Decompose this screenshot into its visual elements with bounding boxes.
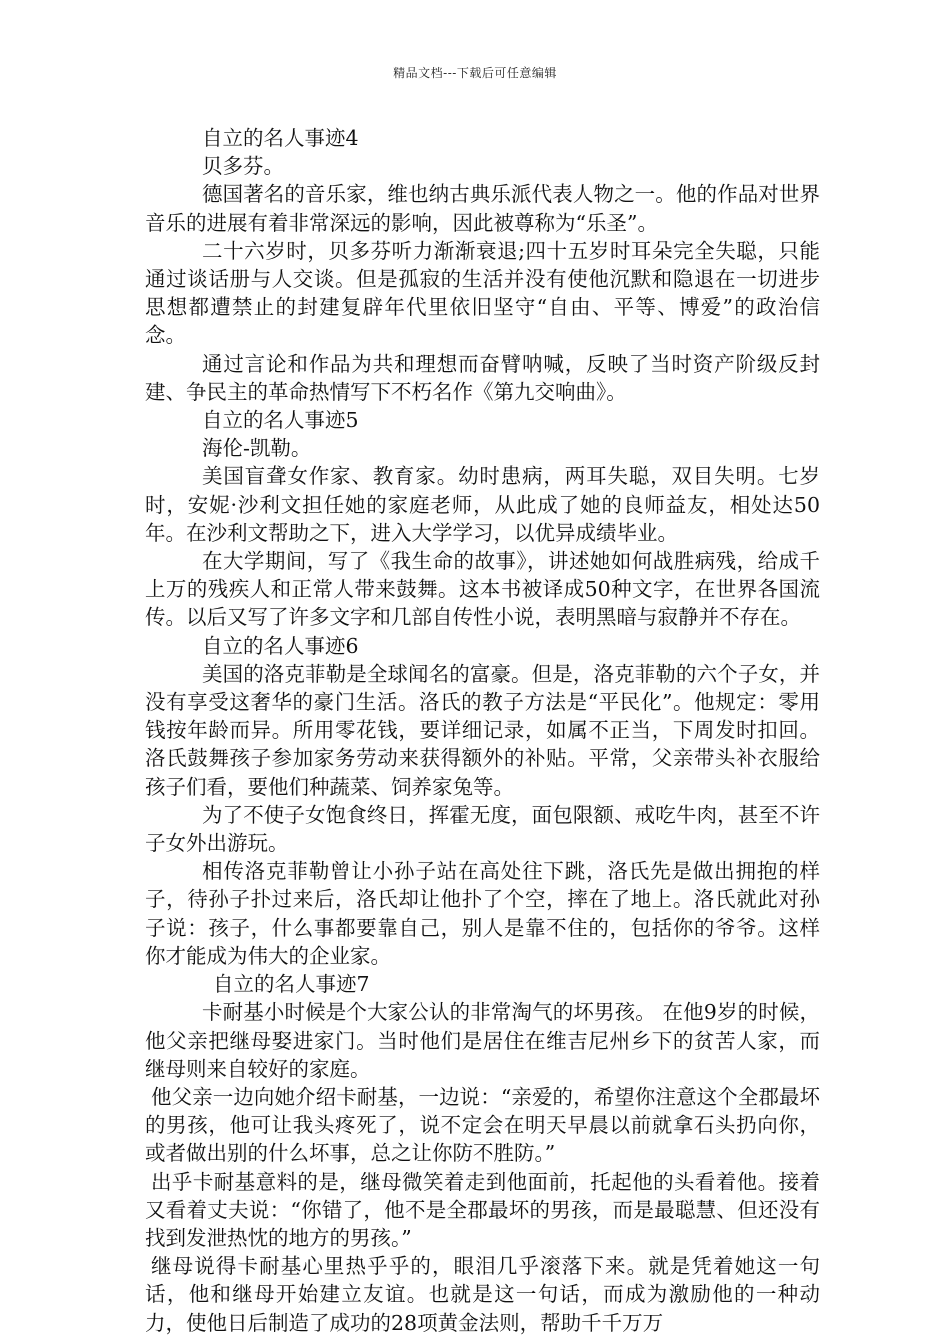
section-heading-7: 自立的名人事迹7 — [213, 972, 370, 997]
paragraph: 通过言论和作品为共和理想而奋臂呐喊，反映了当时资产阶级反封建、争民主的革命热情写下不朽名作《第九交响曲》。 — [145, 351, 820, 404]
page-header: 精品文档---下载后可任意编辑 — [393, 66, 557, 80]
paragraph: 二十六岁时，贝多芬听力渐渐衰退;四十五岁时耳朵完全失聪，只能通过谈话册与人交谈。但是孤寂的生活并没有使他沉默和隐退在一切进步思想都遭禁止的封建复辟年代里依旧坚守“自由、平等、博爱”的政治信念。 — [145, 238, 820, 348]
paragraph: 出乎卡耐基意料的是，继母微笑着走到他面前，托起他的头看着他。接着又看着丈夫说：“你错了，他不是全郡最坏的男孩，而是最聪慧、但还没有找到发泄热忱的地方的男孩。” — [145, 1169, 820, 1250]
section-heading-6: 自立的名人事迹6 — [202, 633, 359, 658]
paragraph: 继母说得卡耐基心里热乎乎的，眼泪几乎滚落下来。就是凭着她这一句话，他和继母开始建立友谊。也就是这一句话，而成为激励他的一种动力，使他日后制造了成功的28项黄金法则，帮助千千万万 — [145, 1254, 820, 1335]
paragraph: 卡耐基小时候是个大家公认的非常淘气的坏男孩。 在他9岁的时候，他父亲把继母娶进家门。当时他们是居住在维吉尼州乡下的贫苦人家，而继母则来自较好的家庭。 — [145, 1000, 820, 1081]
paragraph: 在大学期间，写了《我生命的故事》，讲述她如何战胜病残，给成千上万的残疾人和正常人带来鼓舞。这本书被译成50种文字，在世界各国流传。以后又写了许多文字和几部自传性小说，表明黑暗与寂静并不存在。 — [145, 549, 820, 630]
document-body — [145, 124, 820, 1337]
paragraph: 相传洛克菲勒曾让小孙子站在高处往下跳，洛氏先是做出拥抱的样子，待孙子扑过来后，洛氏却让他扑了个空，摔在了地上。洛氏就此对孙子说：孩子，什么事都要靠自己，别人是靠不住的，包括你的爷爷。这样你才能成为伟大的企业家。 — [145, 859, 820, 968]
section-heading-5: 自立的名人事迹5 — [202, 408, 359, 433]
paragraph: 为了不使子女饱食终日，挥霍无度，面包限额、戒吃牛肉，甚至不许子女外出游玩。 — [145, 802, 820, 856]
paragraph: 海伦-凯勒。 — [202, 436, 312, 461]
paragraph: 美国的洛克菲勒是全球闻名的富豪。但是，洛克菲勒的六个子女，并没有享受这奢华的豪门生活。洛氏的教子方法是“平民化”。他规定：零用钱按年龄而异。所用零花钱，要详细记录，如属不正当，下周发时扣回。洛氏鼓舞孩子参加家务劳动来获得额外的补贴。平常，父亲带头补衣服给孩子们看，要他们种蔬菜、饲养家兔等。 — [145, 661, 820, 799]
section-heading-4: 自立的名人事迹4 — [202, 126, 359, 150]
paragraph: 美国盲聋女作家、教育家。幼时患病，两耳失聪，双目失明。七岁时，安妮·沙利文担任她的家庭老师，从此成了她的良师益友，相处达50年。在沙利文帮助之下，进入大学学习，以优异成绩毕业。 — [145, 464, 820, 545]
paragraph: 他父亲一边向她介绍卡耐基，一边说：“亲爱的，希望你注意这个全郡最坏的男孩，他可让我头疼死了，说不定会在明天早晨以前就拿石头扔向你，或者做出别的什么坏事，总之让你防不胜防。” — [145, 1084, 820, 1166]
paragraph: 德国著名的音乐家，维也纳古典乐派代表人物之一。他的作品对世界音乐的进展有着非常深远的影响，因此被尊称为“乐圣”。 — [145, 182, 820, 235]
paragraph: 贝多芬。 — [202, 154, 284, 179]
